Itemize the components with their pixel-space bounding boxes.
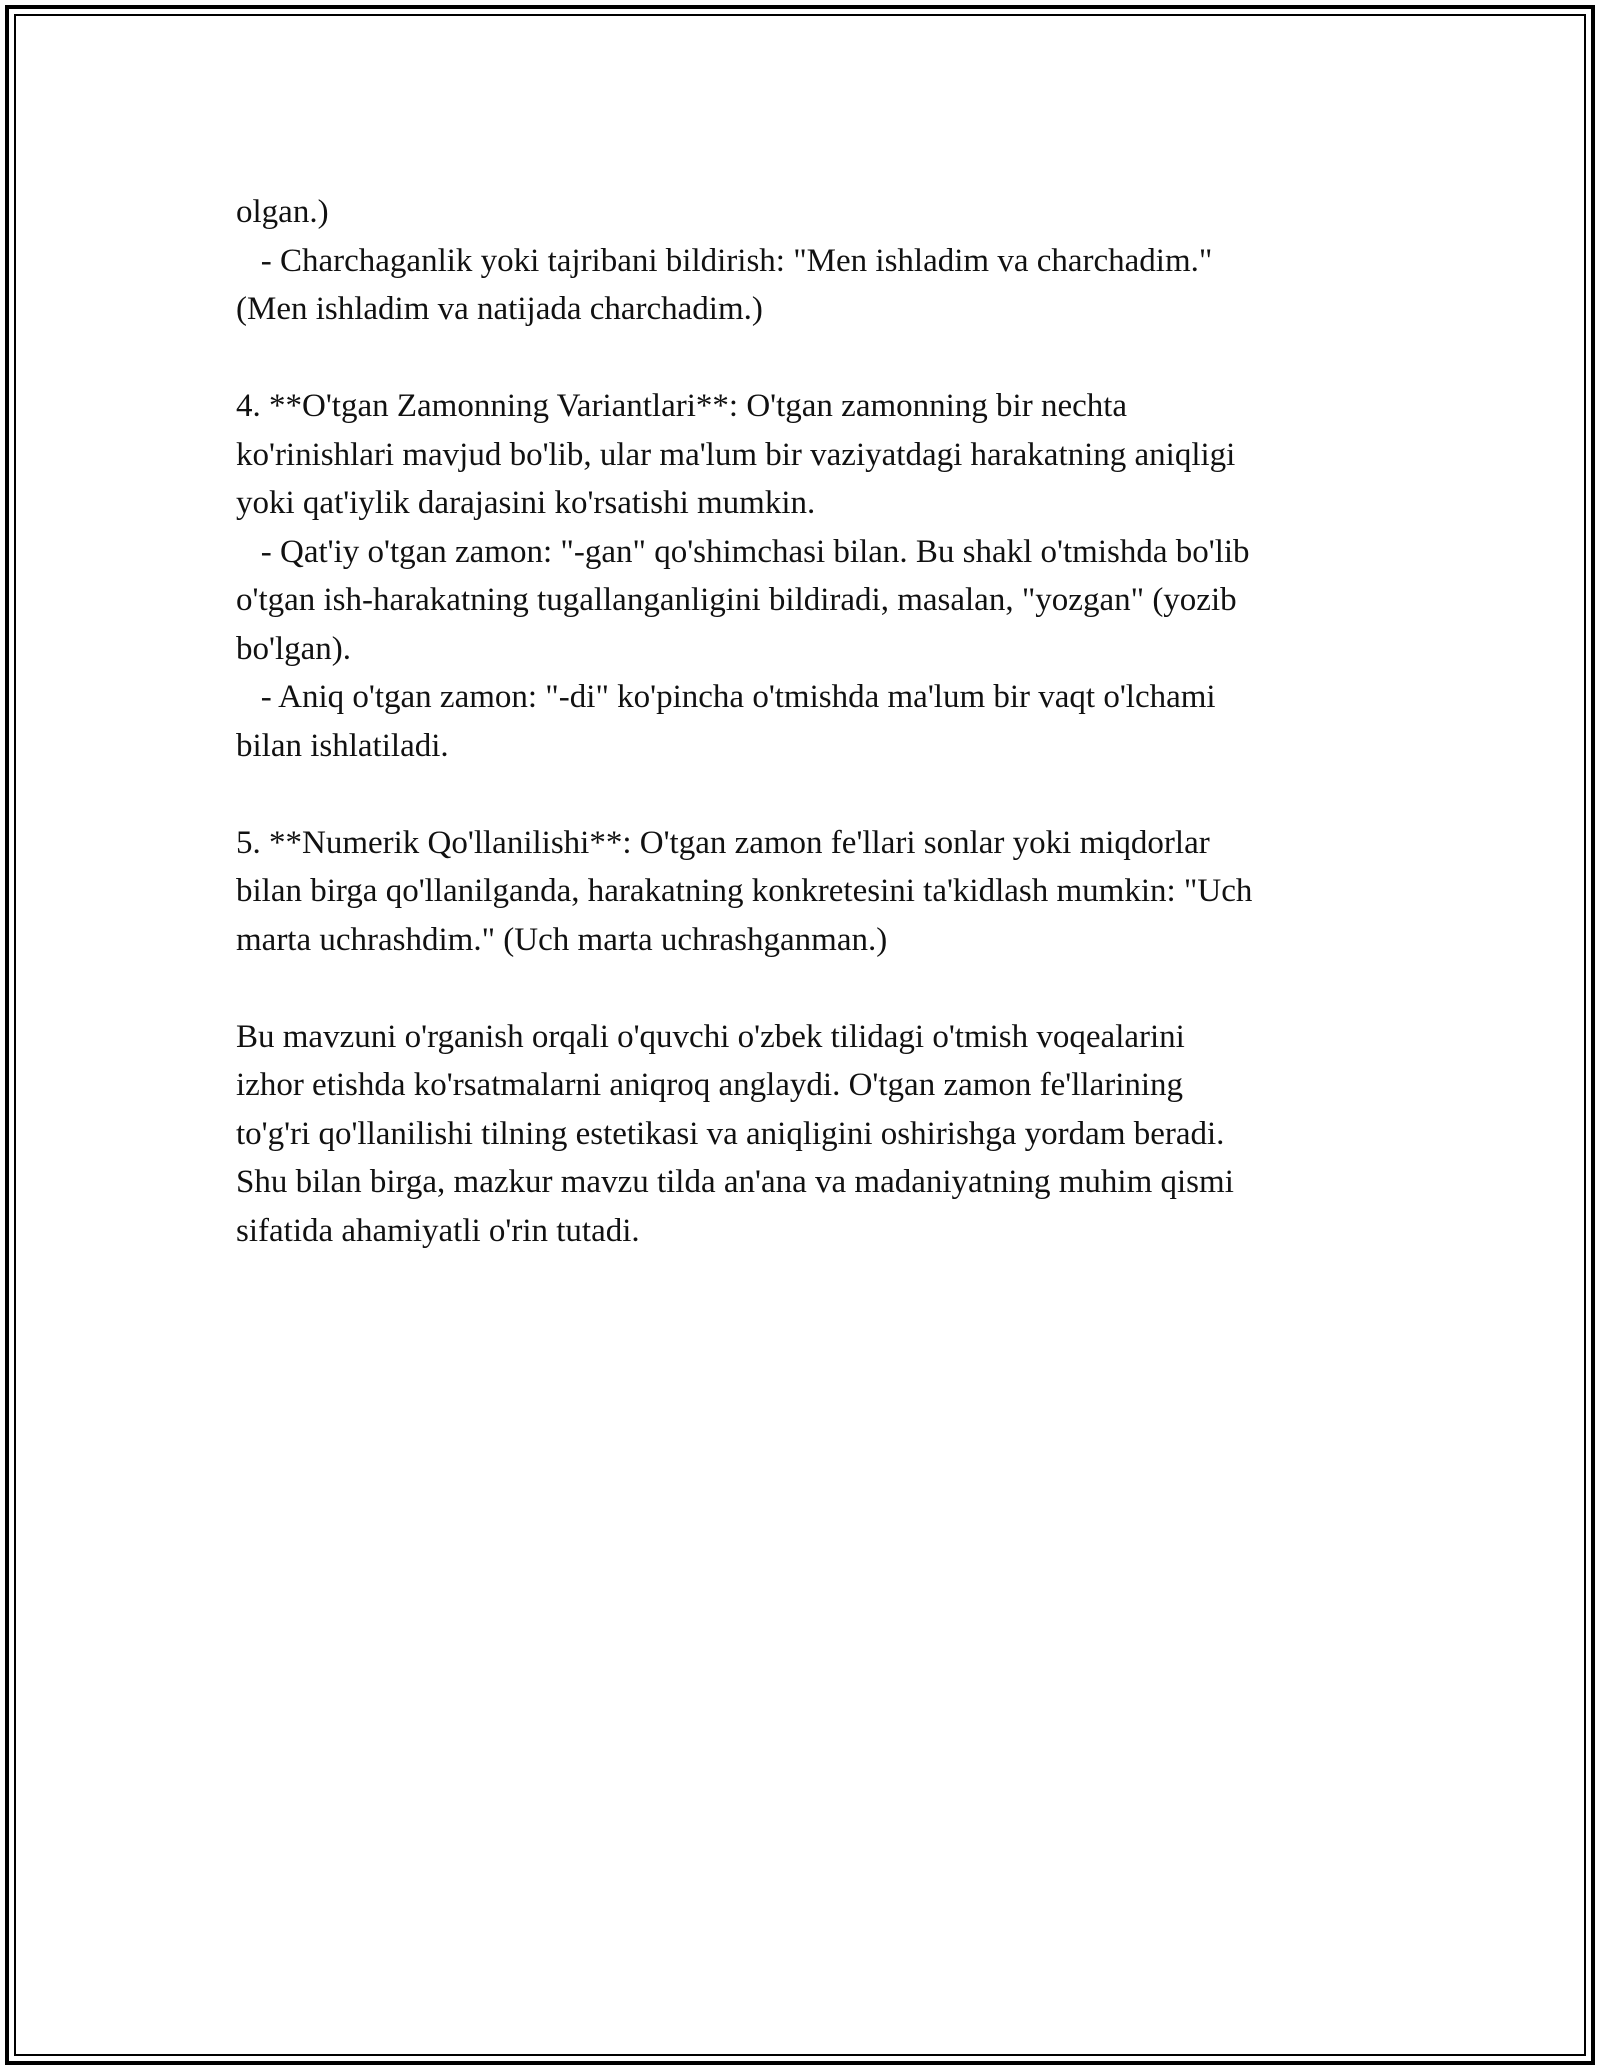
paragraph-item-5 xyxy=(236,819,1376,965)
text-line: 5. **Numerik Qo'llanilishi**: O'tgan zamon fe'llari sonlar yoki miqdorlar xyxy=(236,824,1210,861)
text-line: ko'rinishlari mavjud bo'lib, ular ma'lum bir vaziyatdagi harakatning aniqligi xyxy=(236,436,1236,473)
paragraph-item-4 xyxy=(236,382,1376,770)
text-line: - Charchaganlik yoki tajribani bildirish: "Men ishladim va charchadim." xyxy=(236,242,1213,279)
text-line: olgan.) xyxy=(236,194,329,230)
text-line: bilan birga qo'llanilganda, harakatning konkretesini ta'kidlash mumkin: "Uch xyxy=(236,873,1253,909)
text-line: bo'lgan). xyxy=(236,630,352,667)
text-line: marta uchrashdim." (Uch marta uchrashganman.) xyxy=(236,921,888,958)
paragraph-gap xyxy=(236,964,1376,1013)
paragraph-gap xyxy=(236,334,1376,383)
text-line: Shu bilan birga, mazkur mavzu tilda an'ana va madaniyatning muhim qismi xyxy=(236,1164,1234,1200)
text-line: (Men ishladim va natijada charchadim.) xyxy=(236,291,763,327)
text-line: - Aniq o'tgan zamon: "-di" ko'pincha o'tmishda ma'lum bir vaqt o'lchami xyxy=(236,679,1216,715)
text-line: izhor etishda ko'rsatmalarni aniqroq anglaydi. O'tgan zamon fe'llarining xyxy=(236,1067,1184,1103)
text-line: - Qat'iy o'tgan zamon: "-gan" qo'shimchasi bilan. Bu shakl o'tmishda bo'lib xyxy=(236,533,1250,570)
paragraph-continuation xyxy=(236,188,1376,334)
text-line: yoki qat'iylik darajasini ko'rsatishi mumkin. xyxy=(236,485,816,521)
text-line: sifatida ahamiyatli o'rin tutadi. xyxy=(236,1212,640,1249)
document-body xyxy=(236,188,1376,1255)
text-line: Bu mavzuni o'rganish orqali o'quvchi o'zbek tilidagi o'tmish voqealarini xyxy=(236,1018,1185,1055)
paragraph-conclusion xyxy=(236,1013,1376,1256)
text-line: o'tgan ish-harakatning tugallanganligini bildiradi, masalan, "yozgan" (yozib xyxy=(236,582,1237,618)
text-line: bilan ishlatiladi. xyxy=(236,727,449,764)
text-line: to'g'ri qo'llanilishi tilning estetikasi va aniqligini oshirishga yordam beradi. xyxy=(236,1115,1225,1152)
text-line: 4. **O'tgan Zamonning Variantlari**: O'tgan zamonning bir nechta xyxy=(236,388,1128,424)
paragraph-gap xyxy=(236,770,1376,819)
